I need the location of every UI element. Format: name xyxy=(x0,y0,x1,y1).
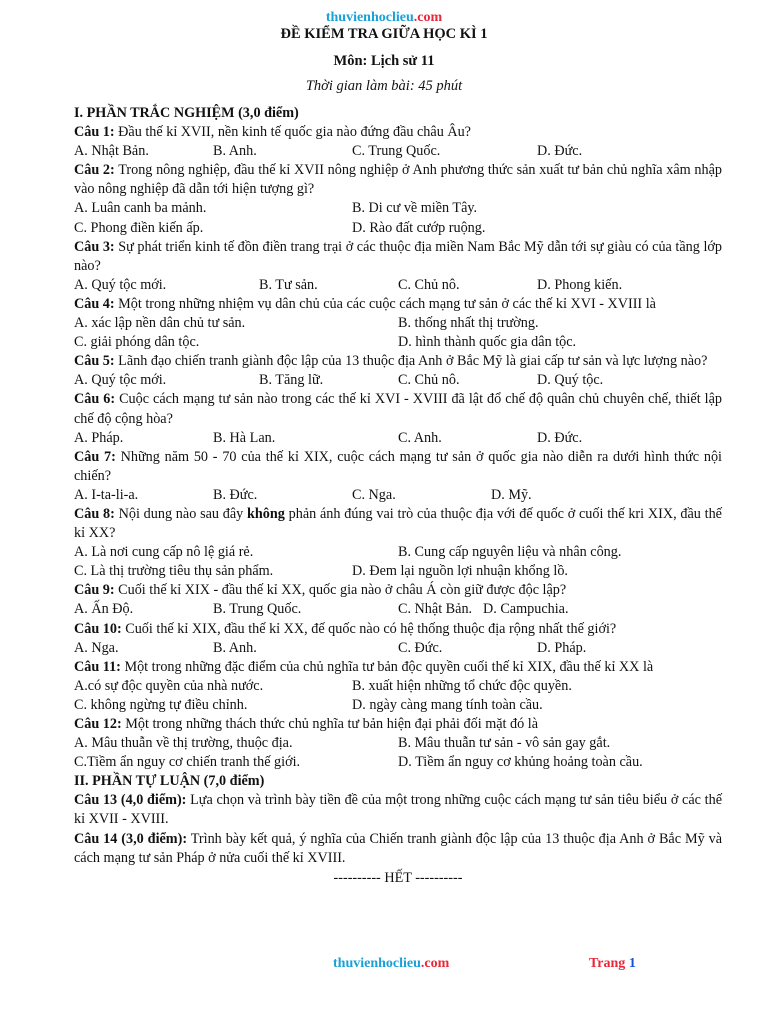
question-label: Câu 3: xyxy=(74,238,115,255)
question-label: Câu 9: xyxy=(74,582,115,599)
option-d: D. Phong kiến. xyxy=(537,276,623,293)
option-d: D. Đức. xyxy=(537,143,583,160)
question-label: Câu 8: xyxy=(74,505,115,522)
option-b: B. Mâu thuẫn tư sản - vô sản gay gắt. xyxy=(398,735,611,752)
option-a: A. Ấn Độ. xyxy=(74,601,134,618)
exam-subject: Môn: Lịch sử 11 xyxy=(333,53,435,69)
question-13 xyxy=(74,791,722,829)
question-7-options xyxy=(74,486,722,505)
section-essay-title: II. PHẦN TỰ LUẬN (7,0 điểm) xyxy=(74,773,265,790)
question-1 xyxy=(74,123,722,142)
question-text: Sự phát triển kinh tế đồn điền trang trại ở các thuộc địa miền Nam Bắc Mỹ dẫn tới sự giàu có của tầng lớp nào? xyxy=(74,238,722,274)
page-indicator xyxy=(589,956,636,972)
option-a: A. Luân canh ba mảnh. xyxy=(74,200,207,217)
end-marker: ---------- HẾT ---------- xyxy=(333,869,463,886)
option-a: A. xác lập nền dân chủ tư sản. xyxy=(74,315,246,332)
question-3 xyxy=(74,238,722,276)
footer-brand-link[interactable] xyxy=(333,956,449,972)
option-b: B. xuất hiện những tổ chức độc quyền. xyxy=(352,677,572,694)
option-b: B. Anh. xyxy=(213,143,257,160)
section-multiple-choice-title: I. PHẦN TRẮC NGHIỆM (3,0 điểm) xyxy=(74,105,299,121)
site-header-link[interactable] xyxy=(0,10,768,26)
question-8-options-row2 xyxy=(74,562,722,581)
question-1-options xyxy=(74,142,722,161)
option-b: B. Hà Lan. xyxy=(213,429,276,446)
question-3-options xyxy=(74,276,722,295)
question-11 xyxy=(74,658,722,677)
option-b: B. Anh. xyxy=(213,639,257,656)
option-d: D. Đức. xyxy=(537,429,583,446)
question-5 xyxy=(74,352,722,371)
option-b: B. Di cư về miền Tây. xyxy=(352,200,478,217)
question-7 xyxy=(74,448,722,486)
question-6-options xyxy=(74,429,722,448)
question-4-options-row2 xyxy=(74,333,722,352)
option-d: D. ngày càng mang tính toàn cầu. xyxy=(352,696,543,713)
brand-name: thuvienhoclieu xyxy=(325,10,414,25)
option-b: B. thống nhất thị trường. xyxy=(398,315,539,332)
question-label: Câu 5: xyxy=(74,353,115,370)
question-emphasis: không xyxy=(247,505,285,522)
page-label: Trang xyxy=(589,956,629,971)
question-label: Câu 10: xyxy=(74,620,122,637)
question-12-options-row1 xyxy=(74,734,722,753)
exam-content xyxy=(74,104,722,888)
question-text: Cuối thế kỉ XIX - đầu thế kỉ XX, quốc gia nào ở châu Á còn giữ được độc lập? xyxy=(114,582,567,599)
option-b: B. Tư sản. xyxy=(259,276,318,293)
question-9-options xyxy=(74,600,722,619)
question-text: Cuối thế kỉ XIX, đầu thế kỉ XX, đế quốc nào có hệ thống thuộc địa rộng nhất thế giới? xyxy=(121,620,617,637)
question-label: Câu 1: xyxy=(74,124,115,141)
option-b: B. Tăng lữ. xyxy=(259,372,324,389)
exam-time: Thời gian làm bài: 45 phút xyxy=(305,78,463,94)
question-label: Câu 14 (3,0 điểm): xyxy=(74,830,188,847)
question-label: Câu 7: xyxy=(74,448,116,465)
option-c: C.Tiềm ẩn nguy cơ chiến tranh thế giới. xyxy=(74,754,301,771)
question-text: Một trong những nhiệm vụ dân chủ của các cuộc cách mạng tư sản ở các thế kỉ XVI - XVIII là xyxy=(114,295,656,312)
option-d: D. Pháp. xyxy=(537,639,587,656)
option-c: C. Đức. xyxy=(398,639,443,656)
question-label: Câu 4: xyxy=(74,295,115,312)
exam-title: ĐỀ KIỂM TRA GIỮA HỌC KÌ 1 xyxy=(280,26,488,42)
option-d: D. Quý tộc. xyxy=(537,372,604,389)
question-text: Một trong những đặc điểm của chủ nghĩa tư bản độc quyền cuối thế kỉ XIX, đầu thế kỉ XX là xyxy=(120,658,654,675)
option-d: D. Campuchia. xyxy=(483,601,569,618)
question-text: Những năm 50 - 70 của thế kỉ XIX, cuộc cách mạng tư sản ở quốc gia nào diễn ra dưới hình thức nội chiến? xyxy=(74,448,722,484)
question-11-options-row1 xyxy=(74,677,722,696)
option-c: C. Là thị trường tiêu thụ sản phẩm. xyxy=(74,563,274,580)
option-c: C. Trung Quốc. xyxy=(352,143,441,160)
question-label: Câu 13 (4,0 điểm): xyxy=(74,792,187,809)
page-number: 1 xyxy=(628,956,636,971)
brand-domain: .com xyxy=(420,956,450,971)
option-c: C. Anh. xyxy=(398,429,442,446)
question-4-options-row1 xyxy=(74,314,722,333)
question-text: Một trong những thách thức chủ nghĩa tư bản hiện đại phải đối mặt đó là xyxy=(121,716,538,732)
question-5-options xyxy=(74,371,722,390)
question-text: Trong nông nghiệp, đầu thế kỉ XVII nông nghiệp ở Anh phương thức sản xuất tư bản chủ nghĩa xâm nhập vào nông nghiệp đã dẫn tới hiện tượng gì? xyxy=(74,162,722,198)
option-b: B. Đức. xyxy=(213,486,258,503)
option-a: A. Quý tộc mới. xyxy=(74,276,167,293)
question-6 xyxy=(74,390,722,428)
question-text: Lãnh đạo chiến tranh giành độc lập của 13 thuộc địa Anh ở Bắc Mỹ là giai cấp tư sản và lực lượng nào? xyxy=(114,353,708,370)
option-c: C. không ngừng tự điều chỉnh. xyxy=(74,696,248,713)
option-a: A. Là nơi cung cấp nô lệ giá rẻ. xyxy=(74,544,254,561)
option-b: B. Cung cấp nguyên liệu và nhân công. xyxy=(398,544,622,561)
question-12 xyxy=(74,715,722,734)
question-2 xyxy=(74,161,722,199)
option-c: C. Nga. xyxy=(352,486,396,503)
option-a: A. Nga. xyxy=(74,639,119,656)
question-14 xyxy=(74,830,722,868)
question-2-options-row1 xyxy=(74,199,722,218)
option-a: A. I-ta-li-a. xyxy=(74,486,139,503)
option-a: A.có sự độc quyền của nhà nước. xyxy=(74,677,264,694)
question-9 xyxy=(74,581,722,600)
option-a: A. Quý tộc mới. xyxy=(74,372,167,389)
question-8-options-row1 xyxy=(74,543,722,562)
option-a: A. Nhật Bản. xyxy=(74,143,149,160)
option-c: C. giải phóng dân tộc. xyxy=(74,334,200,351)
option-d: D. hình thành quốc gia dân tộc. xyxy=(398,334,577,351)
question-text: Lựa chọn và trình bày tiền đề của một trong những cuộc cách mạng tư sản tiêu biểu ở các thế kỉ XVII - XVIII. xyxy=(74,792,722,828)
option-d: D. Tiềm ẩn nguy cơ khủng hoảng toàn cầu. xyxy=(398,754,643,771)
question-8 xyxy=(74,505,722,543)
question-4 xyxy=(74,295,722,314)
question-text: Cuộc cách mạng tư sản nào trong các thế kỉ XVI - XVIII đã lật đổ chế độ quân chủ chuyên chế, thiết lập chế độ cộng hòa? xyxy=(74,391,722,427)
question-text: Đầu thế kỉ XVII, nền kinh tế quốc gia nào đứng đầu châu Âu? xyxy=(114,124,471,141)
question-12-options-row2 xyxy=(74,753,722,772)
question-text-after: phản ánh đúng vai trò của thuộc địa với đế quốc ở cuối thế kri XIX, đầu thế kỉ XX? xyxy=(74,505,722,542)
question-10-options xyxy=(74,639,722,658)
option-d: D. Mỹ. xyxy=(491,486,532,503)
question-label: Câu 6: xyxy=(74,391,116,408)
question-2-options-row2 xyxy=(74,219,722,238)
option-d: D. Rào đất cướp ruộng. xyxy=(352,219,486,236)
option-c: C. Phong điền kiến ấp. xyxy=(74,219,204,236)
option-c: C. Nhật Bản. xyxy=(398,601,473,618)
brand-name: thuvienhoclieu xyxy=(333,956,421,971)
question-label: Câu 2: xyxy=(74,162,115,179)
question-11-options-row2 xyxy=(74,696,722,715)
brand-domain: .com xyxy=(413,10,443,25)
question-label: Câu 11: xyxy=(74,658,121,675)
option-c: C. Chủ nô. xyxy=(398,372,460,389)
question-text-before: Nội dung nào sau đây xyxy=(114,505,248,522)
option-a: A. Pháp. xyxy=(74,429,124,446)
question-10 xyxy=(74,620,722,639)
option-c: C. Chủ nô. xyxy=(398,276,460,293)
question-label: Câu 12: xyxy=(74,716,122,732)
option-a: A. Mâu thuẫn về thị trường, thuộc địa. xyxy=(74,735,293,752)
option-d: D. Đem lại nguồn lợi nhuận khổng lồ. xyxy=(352,563,568,580)
option-b: B. Trung Quốc. xyxy=(213,601,302,618)
question-text: Trình bày kết quả, ý nghĩa của Chiến tranh giành độc lập của 13 thuộc địa Anh ở Bắc Mỹ và cách mạng tư sản Pháp ở nửa cuối thế kỉ XVIII. xyxy=(74,830,722,866)
